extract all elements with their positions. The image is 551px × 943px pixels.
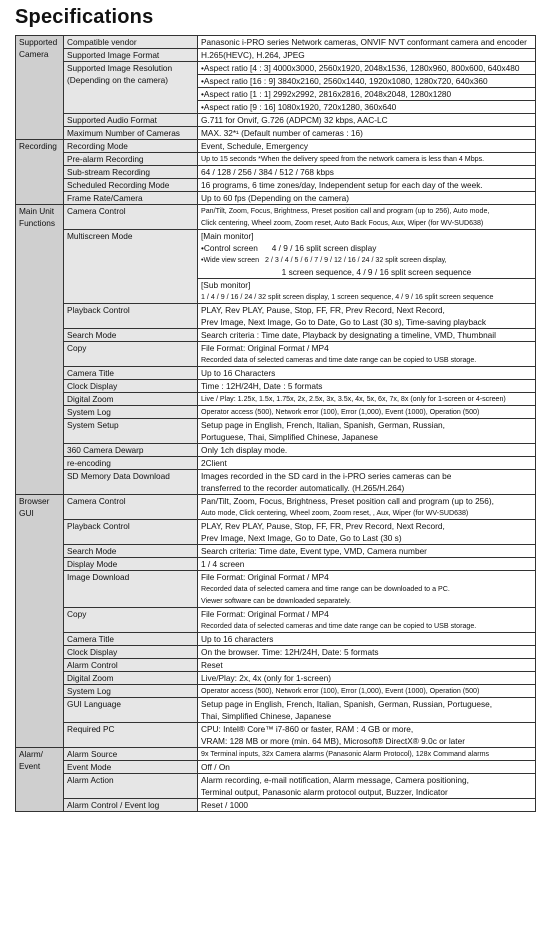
value-line: Click centering, Wheel zoom, Zoom reset, Auto Back Focus, Aux, Wiper (for WV-SUD638) (201, 219, 484, 227)
value-line: PLAY, Rev PLAY, Pause, Stop, FF, FR, Prev Record, Next Record, (201, 305, 445, 315)
feature-cell: Pre-alarm Recording (64, 153, 198, 166)
value-line: Images recorded in the SD card in the i-PRO series cameras can be (201, 471, 452, 481)
feature-cell: re-encoding (64, 457, 198, 470)
feature-cell: System Log (64, 685, 198, 698)
spec-row (16, 698, 536, 723)
feature-cell: Recording Mode (64, 140, 198, 153)
value-cell (198, 520, 536, 545)
value-line: Alarm recording, e-mail notification, Alarm message, Camera positioning, (201, 775, 469, 785)
page-title: Specifications (15, 6, 154, 28)
value-cell (198, 419, 536, 444)
value-line: H.265(HEVC), H.264, JPEG (201, 50, 305, 60)
feature-cell: Clock Display (64, 380, 198, 393)
value-cell (198, 304, 536, 329)
spec-row (16, 799, 536, 812)
value-cell (198, 698, 536, 723)
feature-cell: Scheduled Recording Mode (64, 179, 198, 192)
value-line: • Control screen 4 / 9 / 16 split screen display (201, 242, 532, 254)
value-cell (198, 495, 536, 520)
spec-row (16, 419, 536, 444)
feature-cell: Clock Display (64, 646, 198, 659)
feature-cell: Alarm Control / Event log (64, 799, 198, 812)
value-line: [Sub monitor] (198, 278, 535, 291)
value-line: Viewer software can be downloaded separately. (201, 597, 351, 605)
value-line: Live/Play: 2x, 4x (only for 1-screen) (201, 673, 332, 683)
feature-cell: Search Mode (64, 545, 198, 558)
value-line: File Format: Original Format / MP4 (201, 343, 329, 353)
value-line: Recorded data of selected cameras and time date range can be copied to USB storage. (201, 622, 477, 630)
value-line: Terminal output, Panasonic alarm protocol output, Buzzer, Indicator (201, 787, 448, 797)
spec-row (16, 367, 536, 380)
value-line: Panasonic i-PRO series Network cameras, ONVIF NVT conformant camera and encoder (201, 37, 527, 47)
value-line: [Main monitor] (201, 231, 254, 241)
spec-row (16, 153, 536, 166)
feature-cell: Supported Image Resolution (Depending on the camera) (64, 62, 198, 114)
value-line: Prev Image, Next Image, Go to Date, Go to Last (30 s), Time-saving playback (201, 317, 486, 327)
spec-row (16, 36, 536, 49)
value-cell (198, 608, 536, 633)
feature-cell: Playback Control (64, 520, 198, 545)
feature-cell: Alarm Control (64, 659, 198, 672)
value-line: Setup page in English, French, Italian, Spanish, German, Russian, Portuguese, (201, 699, 493, 709)
spec-row (16, 62, 536, 114)
value-cell (198, 153, 536, 166)
feature-cell: System Log (64, 406, 198, 419)
feature-cell: Playback Control (64, 304, 198, 329)
spec-row (16, 761, 536, 774)
value-line: 64 / 128 / 256 / 384 / 512 / 768 kbps (201, 167, 334, 177)
value-line: Reset (201, 660, 223, 670)
value-line: On the browser. Time: 12H/24H, Date: 5 formats (201, 647, 379, 657)
spec-row (16, 495, 536, 520)
value-line: Off / On (201, 762, 230, 772)
category-cell: Browser GUI (16, 495, 64, 748)
value-line: PLAY, Rev PLAY, Pause, Stop, FF, FR, Prev Record, Next Record, (201, 521, 445, 531)
feature-cell: Display Mode (64, 558, 198, 571)
category-cell: Main Unit Functions (16, 205, 64, 495)
feature-cell: Maximum Number of Cameras (64, 127, 198, 140)
spec-row (16, 393, 536, 406)
spec-row (16, 672, 536, 685)
value-line: Search criteria: Time date, Event type, VMD, Camera number (201, 546, 427, 556)
value-line: Search criteria : Time date, Playback by designating a timeline, VMD, Thumbnail (201, 330, 496, 340)
value-cell (198, 672, 536, 685)
value-line: G.711 for Onvif, G.726 (ADPCM) 32 kbps, AAC-LC (201, 115, 388, 125)
feature-cell: Compatible vendor (64, 36, 198, 49)
feature-cell: Supported Image Format (64, 49, 198, 62)
feature-cell: Image Download (64, 571, 198, 608)
value-line: Time : 12H/24H, Date : 5 formats (201, 381, 323, 391)
feature-cell: Copy (64, 608, 198, 633)
value-line: 2Client (201, 458, 227, 468)
value-cell (198, 723, 536, 748)
value-cell (198, 127, 536, 140)
value-line: Recorded data of selected camera and time range can be downloaded to a PC. (201, 585, 450, 593)
value-line: • Wide view screen 2 / 3 / 4 / 5 / 6 / 7 / 9 / 12 / 16 / 24 / 32 split screen display, (201, 254, 532, 266)
spec-row (16, 329, 536, 342)
value-cell (198, 205, 536, 230)
feature-cell: GUI Language (64, 698, 198, 723)
value-cell (198, 558, 536, 571)
value-line: 16 programs, 6 time zones/day, Independent setup for each day of the week. (201, 180, 483, 190)
feature-cell: Alarm Action (64, 774, 198, 799)
spec-row (16, 127, 536, 140)
value-line: MAX. 32*¹ (Default number of cameras : 16) (201, 128, 363, 138)
value-cell (198, 114, 536, 127)
value-line: Operator access (500), Network error (100), Error (1,000), Event (1000), Operation (500) (201, 687, 480, 695)
value-cell (198, 192, 536, 205)
value-line: Up to 60 fps (Depending on the camera) (201, 193, 350, 203)
value-cell (198, 166, 536, 179)
value-line: • Aspect ratio [9 : 16] 1080x1920, 720x1280, 360x640 (198, 100, 535, 113)
value-cell (198, 774, 536, 799)
value-cell (198, 444, 536, 457)
value-cell (198, 799, 536, 812)
feature-cell: Multiscreen Mode (64, 230, 198, 304)
value-line: File Format: Original Format / MP4 (201, 609, 329, 619)
spec-row (16, 380, 536, 393)
feature-cell: SD Memory Data Download (64, 470, 198, 495)
value-line: Up to 16 Characters (201, 368, 276, 378)
value-cell (198, 571, 536, 608)
value-line: File Format: Original Format / MP4 (201, 572, 329, 582)
spec-row (16, 114, 536, 127)
feature-cell: Alarm Source (64, 748, 198, 761)
spec-row (16, 444, 536, 457)
feature-cell: Camera Control (64, 205, 198, 230)
value-cell (198, 545, 536, 558)
value-cell (198, 457, 536, 470)
value-cell (198, 36, 536, 49)
spec-row (16, 558, 536, 571)
value-line: Operator access (500), Network error (100), Error (1,000), Event (1000), Operation (500) (201, 408, 480, 416)
value-cell (198, 329, 536, 342)
spec-row (16, 685, 536, 698)
value-line: Live / Play: 1.25x, 1.5x, 1.75x, 2x, 2.5x, 3x, 3.5x, 4x, 5x, 6x, 7x, 8x (only for 1-screen or 4-screen) (201, 395, 506, 403)
value-cell (198, 761, 536, 774)
value-cell (198, 633, 536, 646)
value-line: 1 / 4 / 9 / 16 / 24 / 32 split screen display, 1 screen sequence, 4 / 9 / 16 split screen sequence (201, 293, 494, 301)
feature-cell: Event Mode (64, 761, 198, 774)
value-line: Thai, Simplified Chinese, Japanese (201, 711, 332, 721)
spec-row (16, 571, 536, 608)
value-cell (198, 646, 536, 659)
spec-row (16, 304, 536, 329)
spec-row (16, 230, 536, 304)
category-cell: Alarm/ Event (16, 748, 64, 812)
spec-row (16, 192, 536, 205)
category-cell: Recording (16, 140, 64, 205)
category-cell: Supported Camera (16, 36, 64, 140)
feature-cell: Supported Audio Format (64, 114, 198, 127)
value-line: Up to 15 seconds *When the delivery speed from the network camera is less than 4 Mbps. (201, 155, 485, 163)
feature-cell: Frame Rate/Camera (64, 192, 198, 205)
spec-row (16, 406, 536, 419)
value-cell (198, 659, 536, 672)
feature-cell: 360 Camera Dewarp (64, 444, 198, 457)
value-line: CPU: Intel® Core™ i7-860 or faster, RAM : 4 GB or more, (201, 724, 414, 734)
spec-row (16, 49, 536, 62)
feature-cell: Camera Control (64, 495, 198, 520)
value-line: Only 1ch display mode. (201, 445, 288, 455)
value-line: 1 / 4 screen (201, 559, 245, 569)
value-cell (198, 179, 536, 192)
feature-cell: Copy (64, 342, 198, 367)
spec-row (16, 179, 536, 192)
feature-cell: Camera Title (64, 367, 198, 380)
value-cell (198, 685, 536, 698)
value-line: Recorded data of selected cameras and time date range can be copied to USB storage. (201, 356, 477, 364)
value-cell (198, 49, 536, 62)
value-line: Prev Image, Next Image, Go to Date, Go to Last (30 s) (201, 533, 402, 543)
spec-row (16, 140, 536, 153)
value-line: Portuguese, Thai, Simplified Chinese, Japanese (201, 432, 378, 442)
spec-row (16, 608, 536, 633)
value-line: Pan/Tilt, Zoom, Focus, Brightness, Preset position call and program (up to 256), Auto mode, (201, 207, 490, 215)
spec-row (16, 774, 536, 799)
spec-row (16, 723, 536, 748)
value-cell (198, 62, 536, 114)
value-line: • Aspect ratio [1 : 1] 2992x2992, 2816x2816, 2048x2048, 1280x1280 (198, 87, 535, 100)
feature-cell: Digital Zoom (64, 672, 198, 685)
spec-row (16, 646, 536, 659)
value-cell (198, 140, 536, 153)
value-line: Event, Schedule, Emergency (201, 141, 308, 151)
spec-row (16, 748, 536, 761)
value-cell (198, 393, 536, 406)
spec-row (16, 520, 536, 545)
value-line: 1 screen sequence, 4 / 9 / 16 split screen sequence (201, 267, 472, 277)
value-cell (198, 748, 536, 761)
spec-row (16, 470, 536, 495)
feature-cell: Required PC (64, 723, 198, 748)
value-line: • Aspect ratio [4 : 3] 4000x3000, 2560x1920, 2048x1536, 1280x960, 800x600, 640x480 (201, 62, 532, 74)
feature-cell: Sub-stream Recording (64, 166, 198, 179)
spec-row (16, 457, 536, 470)
value-cell (198, 367, 536, 380)
value-cell (198, 230, 536, 304)
value-line: • Aspect ratio [16 : 9] 3840x2160, 2560x1440, 1920x1080, 1280x720, 640x360 (198, 74, 535, 87)
feature-cell: Digital Zoom (64, 393, 198, 406)
value-line: Reset / 1000 (201, 800, 249, 810)
value-cell (198, 406, 536, 419)
feature-cell: Search Mode (64, 329, 198, 342)
spec-row (16, 342, 536, 367)
spec-row (16, 166, 536, 179)
value-cell (198, 342, 536, 367)
value-line: Auto mode, Click centering, Wheel zoom, Zoom reset, , Aux, Wiper (for WV-SUD638) (201, 509, 469, 517)
value-line: 9x Terminal inputs, 32x Camera alarms (Panasonic Alarm Protocol), 128x Command alarms (201, 750, 490, 758)
value-line: Pan/Tilt, Zoom, Focus, Brightness, Preset position call and program (up to 256), (201, 496, 494, 506)
spec-row (16, 205, 536, 230)
feature-cell: Camera Title (64, 633, 198, 646)
spec-table (15, 35, 536, 812)
spec-row (16, 633, 536, 646)
value-line: Up to 16 characters (201, 634, 274, 644)
spec-row (16, 545, 536, 558)
value-line: Setup page in English, French, Italian, Spanish, German, Russian, (201, 420, 445, 430)
feature-cell: System Setup (64, 419, 198, 444)
value-cell (198, 470, 536, 495)
spec-row (16, 659, 536, 672)
value-cell (198, 380, 536, 393)
value-line: transferred to the recorder automatically. (H.265/H.264) (201, 483, 405, 493)
value-line: VRAM: 128 MB or more (min. 64 MB), Microsoft® DirectX® 9.0c or later (201, 736, 465, 746)
